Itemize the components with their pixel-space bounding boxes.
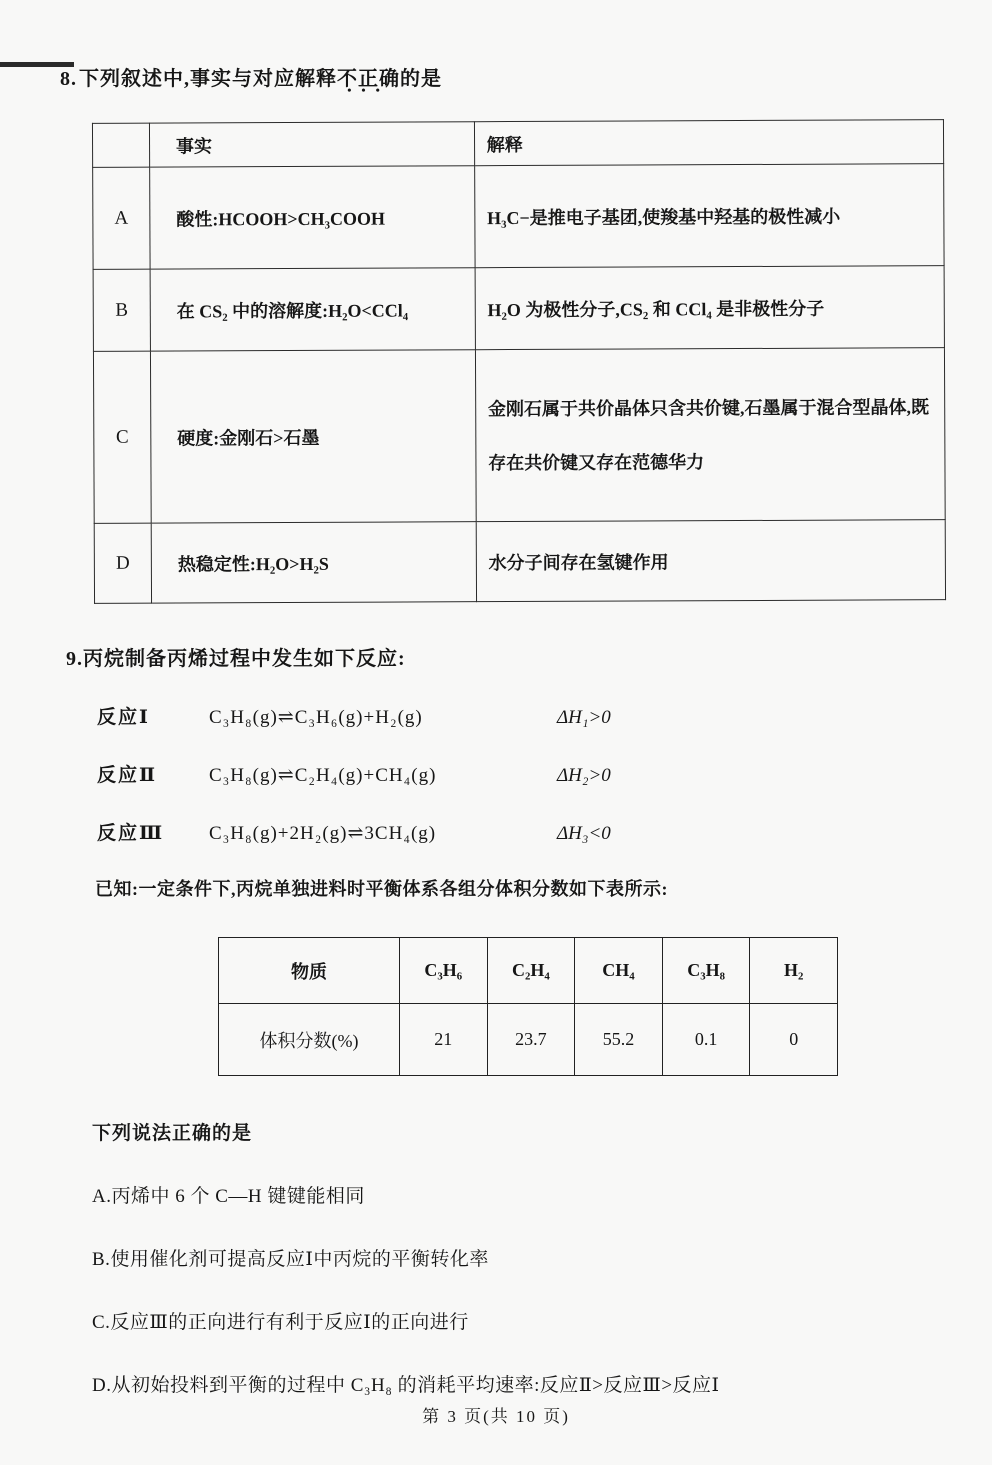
reaction-2-equation: C₃H₈(g)⇌C₂H₄(g)+CH₄(g) (209, 765, 437, 786)
q9-known-conditions-text: 已知:一定条件下,丙烷单独进料时平衡体系各组分体积分数如下表所示: (95, 879, 668, 899)
reaction-3-label: 反应Ⅲ (97, 823, 165, 844)
q8-table-row-c (93, 348, 945, 524)
question-9-heading (66, 642, 992, 671)
q9-question-stem: 下列说法正确的是 (92, 1123, 253, 1144)
question-9-number: 9. (66, 648, 83, 670)
q8-row-d-explain: 水分子间存在氢键作用 (476, 520, 946, 602)
q9-table-value-row (219, 1004, 838, 1076)
q9-value-h2: 0 (750, 1004, 838, 1076)
q8-row-a-fact: 酸性:HCOOH>CH₃COOH (150, 166, 475, 269)
q9-header-c3h6: C₃H₆ (399, 938, 487, 1004)
q8-row-c-label: C (93, 351, 151, 523)
q9-header-substance: 物质 (219, 938, 400, 1004)
q9-value-label: 体积分数(%) (219, 1004, 400, 1076)
question-8-text-suffix: 的是 (400, 68, 442, 90)
q9-value-ch4: 55.2 (575, 1004, 663, 1076)
q8-row-c-explain: 金刚石属于共价晶体只含共价键,石墨属于混合型晶体,既存在共价键又存在范德华力 (475, 348, 945, 522)
q8-row-b-explain: H₂O 为极性分子,CS₂ 和 CCl₄ 是非极性分子 (475, 266, 945, 350)
q8-row-c-fact: 硬度:金刚石>石墨 (150, 350, 476, 523)
reaction-2-label: 反应Ⅱ (97, 765, 158, 786)
q9-value-c3h8: 0.1 (662, 1004, 750, 1076)
exam-page (0, 62, 992, 1465)
reaction-2-enthalpy: ΔH₂>0 (557, 765, 611, 786)
reaction-1-enthalpy: ΔH₁>0 (557, 707, 611, 728)
q8-table-row-a (93, 164, 944, 270)
q9-option-d: D.从初始投料到平衡的过程中 C₃H₈ 的消耗平均速率:反应Ⅱ>反应Ⅲ>反应Ⅰ (92, 1375, 720, 1396)
q9-table-header-row (219, 938, 838, 1004)
q9-header-ch4: CH₄ (575, 938, 663, 1004)
q9-value-c2h4: 23.7 (487, 1004, 575, 1076)
scan-artifact (0, 62, 74, 67)
reaction-2-row (97, 760, 992, 787)
q8-row-b-fact: 在 CS₂ 中的溶解度:H₂O<CCl₄ (150, 268, 475, 351)
reaction-1-row (97, 702, 992, 729)
question-8-heading (60, 62, 992, 91)
q8-fact-explanation-table (92, 119, 946, 604)
q9-header-c3h8: C₃H₈ (662, 938, 750, 1004)
q8-table-header-row (92, 120, 943, 168)
reaction-3-enthalpy: ΔH₃<0 (557, 823, 611, 844)
question-8-text-prefix: 下列叙述中,事实与对应解释 (79, 68, 337, 90)
reaction-1-label: 反应Ⅰ (97, 707, 150, 728)
q8-header-empty-cell (92, 123, 149, 167)
q9-header-h2: H₂ (750, 938, 838, 1004)
question-8-emphasized-text: 不正确 ••• (337, 62, 400, 91)
reaction-3-equation: C₃H₈(g)+2H₂(g)⇌3CH₄(g) (209, 823, 437, 844)
q8-header-explain: 解释 (474, 120, 943, 166)
q9-value-c3h6: 21 (399, 1004, 487, 1076)
q9-option-c: C.反应Ⅲ的正向进行有利于反应Ⅰ的正向进行 (92, 1312, 469, 1333)
q8-row-d-label: D (94, 523, 151, 603)
question-9-intro: 丙烷制备丙烯过程中发生如下反应: (83, 648, 406, 670)
q8-row-b-label: B (93, 269, 150, 351)
q9-option-b: B.使用催化剂可提高反应Ⅰ中丙烷的平衡转化率 (92, 1249, 489, 1270)
question-8-number: 8. (60, 68, 77, 90)
q8-table-row-b (93, 266, 944, 352)
page-number-footer: 第 3 页(共 10 页) (422, 1407, 570, 1426)
q8-table-row-d (94, 520, 945, 604)
q8-row-a-label: A (93, 167, 150, 269)
q9-volume-fraction-table (218, 937, 838, 1076)
q8-row-d-fact: 热稳定性:H₂O>H₂S (151, 522, 476, 603)
q9-header-c2h4: C₂H₄ (487, 938, 575, 1004)
q8-row-a-explain: H₃C−是推电子基团,使羧基中羟基的极性减小 (474, 164, 944, 268)
reaction-3-row (97, 818, 992, 845)
q8-header-fact: 事实 (149, 122, 474, 167)
q9-option-a: A.丙烯中 6 个 C—H 键键能相同 (92, 1186, 365, 1207)
reaction-1-equation: C₃H₈(g)⇌C₃H₆(g)+H₂(g) (209, 707, 423, 728)
